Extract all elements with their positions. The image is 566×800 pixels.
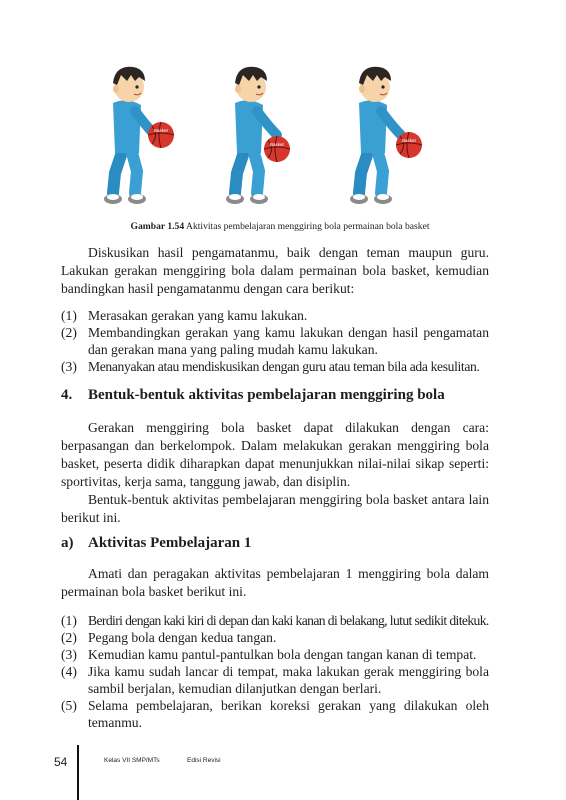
intro-paragraph xyxy=(61,244,489,298)
caption-label: Gambar 1.54 xyxy=(130,221,185,232)
caption-text: Aktivitas pembelajaran menggiring bola permainan bola basket xyxy=(186,221,430,232)
player-figure-1 xyxy=(104,67,174,204)
footer-divider xyxy=(77,745,79,800)
dribbling-illustration xyxy=(95,55,440,210)
subsection-a-paragraph: Amati dan peragakan aktivitas pembelajaran 1 menggiring bola dalam permainan bola basket berikut ini. xyxy=(61,566,489,599)
list-item: (1) Berdiri dengan kaki kiri di depan dan kaki kanan di belakang, lutut sedikit ditekuk. xyxy=(61,613,489,628)
player-figure-3 xyxy=(350,67,422,204)
list-item: (3) Menanyakan atau mendiskusikan dengan guru atau teman bila ada kesulitan. xyxy=(61,359,480,374)
page-number: 54 xyxy=(54,755,68,769)
basketball-1 xyxy=(148,122,174,148)
intro-list xyxy=(61,307,489,375)
dribbling-figure xyxy=(95,55,440,210)
section-4-paragraph-2: Bentuk-bentuk aktivitas pembelajaran menggiring bola basket antara lain berikut ini. xyxy=(61,492,489,525)
list-item: (2) Pegang bola dengan kedua tangan. xyxy=(61,630,277,645)
section-4-heading: 4. Bentuk-bentuk aktivitas pembelajaran menggiring bola xyxy=(61,387,445,403)
list-item: (2) Membandingkan gerakan yang kamu lakukan dengan hasil pengamatan dan gerakan mana yang paling mudah kamu lakukan. xyxy=(61,325,489,357)
svg-text:Basket: Basket xyxy=(154,128,168,133)
list-item: (1) Merasakan gerakan yang kamu lakukan. xyxy=(61,308,308,323)
list-item: (3) Kemudian kamu pantul-pantulkan bola dengan tangan kanan di tempat. xyxy=(61,647,477,662)
figure-caption xyxy=(60,221,500,232)
intro-paragraph-text: Diskusikan hasil pengamatanmu, baik dengan teman maupun guru. Lakukan gerakan menggiring bola dalam permainan bola basket, kemudian bandingkan hasil pengamatanmu dengan cara berikut: xyxy=(61,245,489,296)
svg-text:Basket: Basket xyxy=(270,142,284,147)
basketball-2 xyxy=(264,136,290,162)
svg-text:Basket: Basket xyxy=(402,138,416,143)
subsection-a-heading: a) Aktivitas Pembelajaran 1 xyxy=(61,535,252,551)
player-figure-2 xyxy=(226,67,290,204)
footer-edition: Edisi Revisi xyxy=(187,757,221,764)
activity-steps-list xyxy=(61,612,489,731)
footer-book-title: Kelas VII SMP/MTs xyxy=(104,757,160,764)
section-4-paragraph-1: Gerakan menggiring bola basket dapat dilakukan dengan cara: berpasangan dan berkelompok. Dalam melakukan gerakan menggiring bola basket, peserta didik diharapkan dapat menunjukkan nilai-nilai sikap seperti: sportivitas, kerja sama, tanggung jawab, dan disiplin. xyxy=(61,420,489,489)
list-item: (4) Jika kamu sudah lancar di tempat, maka lakukan gerak menggiring bola sambil berjalan, kemudian dilanjutkan dengan berlari. xyxy=(61,664,489,696)
list-item: (5) Selama pembelajaran, berikan koreksi gerakan yang dilakukan oleh temanmu. xyxy=(61,698,489,730)
basketball-3 xyxy=(396,132,422,158)
